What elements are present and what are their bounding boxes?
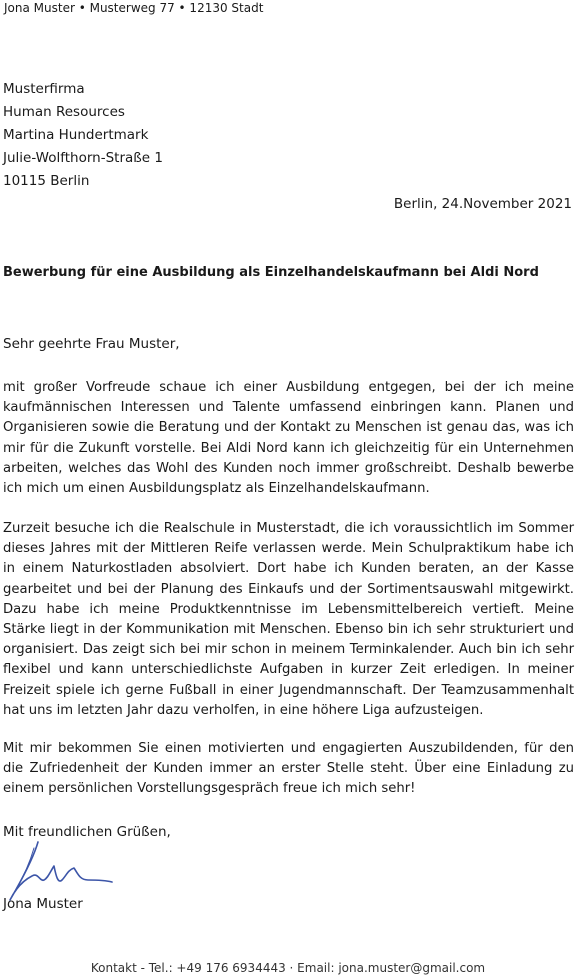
recipient-company: Musterfirma: [3, 81, 85, 97]
salutation: Sehr geehrte Frau Muster,: [3, 336, 180, 352]
closing-phrase: Mit freundlichen Grüßen,: [3, 824, 171, 840]
recipient-city: 10115 Berlin: [3, 173, 90, 189]
footer-contact: Kontakt - Tel.: +49 176 6934443 · Email: jona.muster@gmail.com: [90, 961, 486, 975]
recipient-street: Julie-Wolfthorn-Straße 1: [3, 150, 163, 166]
letter-date: Berlin, 24.November 2021: [393, 196, 572, 212]
recipient-person: Martina Hundertmark: [3, 127, 149, 143]
signer-name: Jona Muster: [3, 896, 83, 912]
body-paragraph-3: Mit mir bekommen Sie einen motivierten und engagierten Auszubildenden, für den die Zufriedenheit der Kunden immer an erster Stelle steht. Über eine Einladung zu einem persönlichen Vorstellungsgespräch freue ich mich sehr!: [3, 741, 574, 797]
letter-subject: Bewerbung für eine Ausbildung als Einzelhandelskaufmann bei Aldi Nord: [3, 265, 539, 280]
body-paragraph-1: mit großer Vorfreude schaue ich einer Ausbildung entgegen, bei der ich meine kaufmännischen Interessen und Talente umfassend einbringen kann. Planen und Organisieren sowie die Beratung und der Kontakt zu Menschen ist genau das, was ich mir für die Zukunft vorstelle. Bei Aldi Nord kann ich gleichzeitig für ein Unternehmen arbeiten, welches das Wohl des Kunden noch immer großschreibt. Deshalb bewerbe ich mich um einen Ausbildungsplatz als Einzelhandelskaufmann.: [3, 380, 574, 497]
sender-address-line: Jona Muster • Musterweg 77 • 12130 Stadt: [4, 1, 264, 15]
recipient-address-block: [3, 78, 163, 193]
body-paragraph-2: Zurzeit besuche ich die Realschule in Musterstadt, die ich voraussichtlich im Sommer dieses Jahres mit der Mittleren Reife verlassen werde. Mein Schulpraktikum habe ich in einem Naturkostladen absolviert. Dort habe ich Kunden beraten, an der Kasse gearbeitet und bei der Planung des Einkaufs und der Sortimentsauswahl mitgewirkt. Dazu habe ich meine Produktkenntnisse im Lebensmittelbereich vertieft. Meine Stärke liegt in der Kommunikation mit Menschen. Ebenso bin ich sehr strukturiert und organisiert. Das zeigt sich bei mir schon in meinem Terminkalender. Auch bin ich sehr flexibel und kann unterschiedlichste Aufgaben in kurzer Zeit erledigen. In meiner Freizeit spiele ich gerne Fußball in einer Jugendmannschaft. Der Teamzusammenhalt hat uns im letzten Jahr dazu verholfen, in eine höhere Liga aufzusteigen.: [3, 521, 574, 718]
recipient-department: Human Resources: [3, 104, 125, 120]
